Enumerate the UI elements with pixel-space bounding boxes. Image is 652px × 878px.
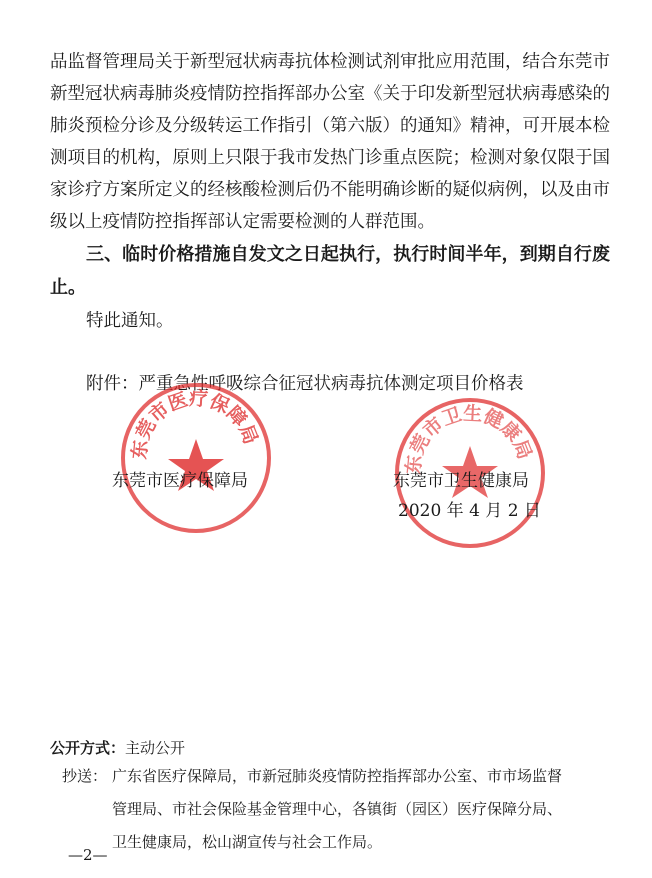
cc-line-2: 管理局、市社会保险基金管理中心，各镇街（园区）医疗保障分局、 — [112, 800, 563, 818]
signature-right-org: 东莞市卫生健康局 — [393, 471, 529, 491]
disclosure-label: 公开方式： — [50, 739, 126, 757]
signature-date: 2020 年 4 月 2 日 — [398, 501, 541, 521]
attachment-line: 附件：严重急性呼吸综合征冠状病毒抗体测定项目价格表 — [86, 374, 524, 394]
body-paragraph: 品监督管理局关于新型冠状病毒抗体检测试剂审批应用范围，结合东莞市新型冠状病毒肺炎疫情防控指挥部办公室《关于印发新型冠状病毒感染的肺炎预检分诊及分级转运工作指引（第六版）的通知》精神，可开展本检测项目的机构，原则上只限于我市发热门诊重点医院；检测对象仅限于国家诊疗方案所定义的经核酸检测后仍不能明确诊断的疑似病例，以及由市级以上疫情防控指挥部认定需要检测的人群范围。 — [50, 52, 610, 232]
official-seal-left — [121, 383, 271, 533]
page-number: —2— — [68, 846, 108, 864]
seal-right-text: 东莞市卫生健康局 — [402, 402, 536, 476]
clause-three: 三、临时价格措施自发文之日起执行，执行时间半年，到期自行废止。 — [50, 244, 610, 298]
signature-left-org: 东莞市医疗保障局 — [112, 471, 248, 491]
cc-label: 抄送： — [62, 767, 108, 785]
seal-star-icon — [125, 387, 267, 529]
seal-left-text: 东莞市医疗保障局 — [128, 387, 262, 461]
cc-line-1: 广东省医疗保障局，市新冠肺炎疫情防控指挥部办公室、市市场监督 — [112, 767, 563, 785]
disclosure-value: 主动公开 — [125, 739, 186, 757]
cc-line-3: 卫生健康局，松山湖宣传与社会工作局。 — [112, 833, 383, 851]
cc-block — [62, 760, 622, 859]
notice-line: 特此通知。 — [86, 311, 174, 331]
